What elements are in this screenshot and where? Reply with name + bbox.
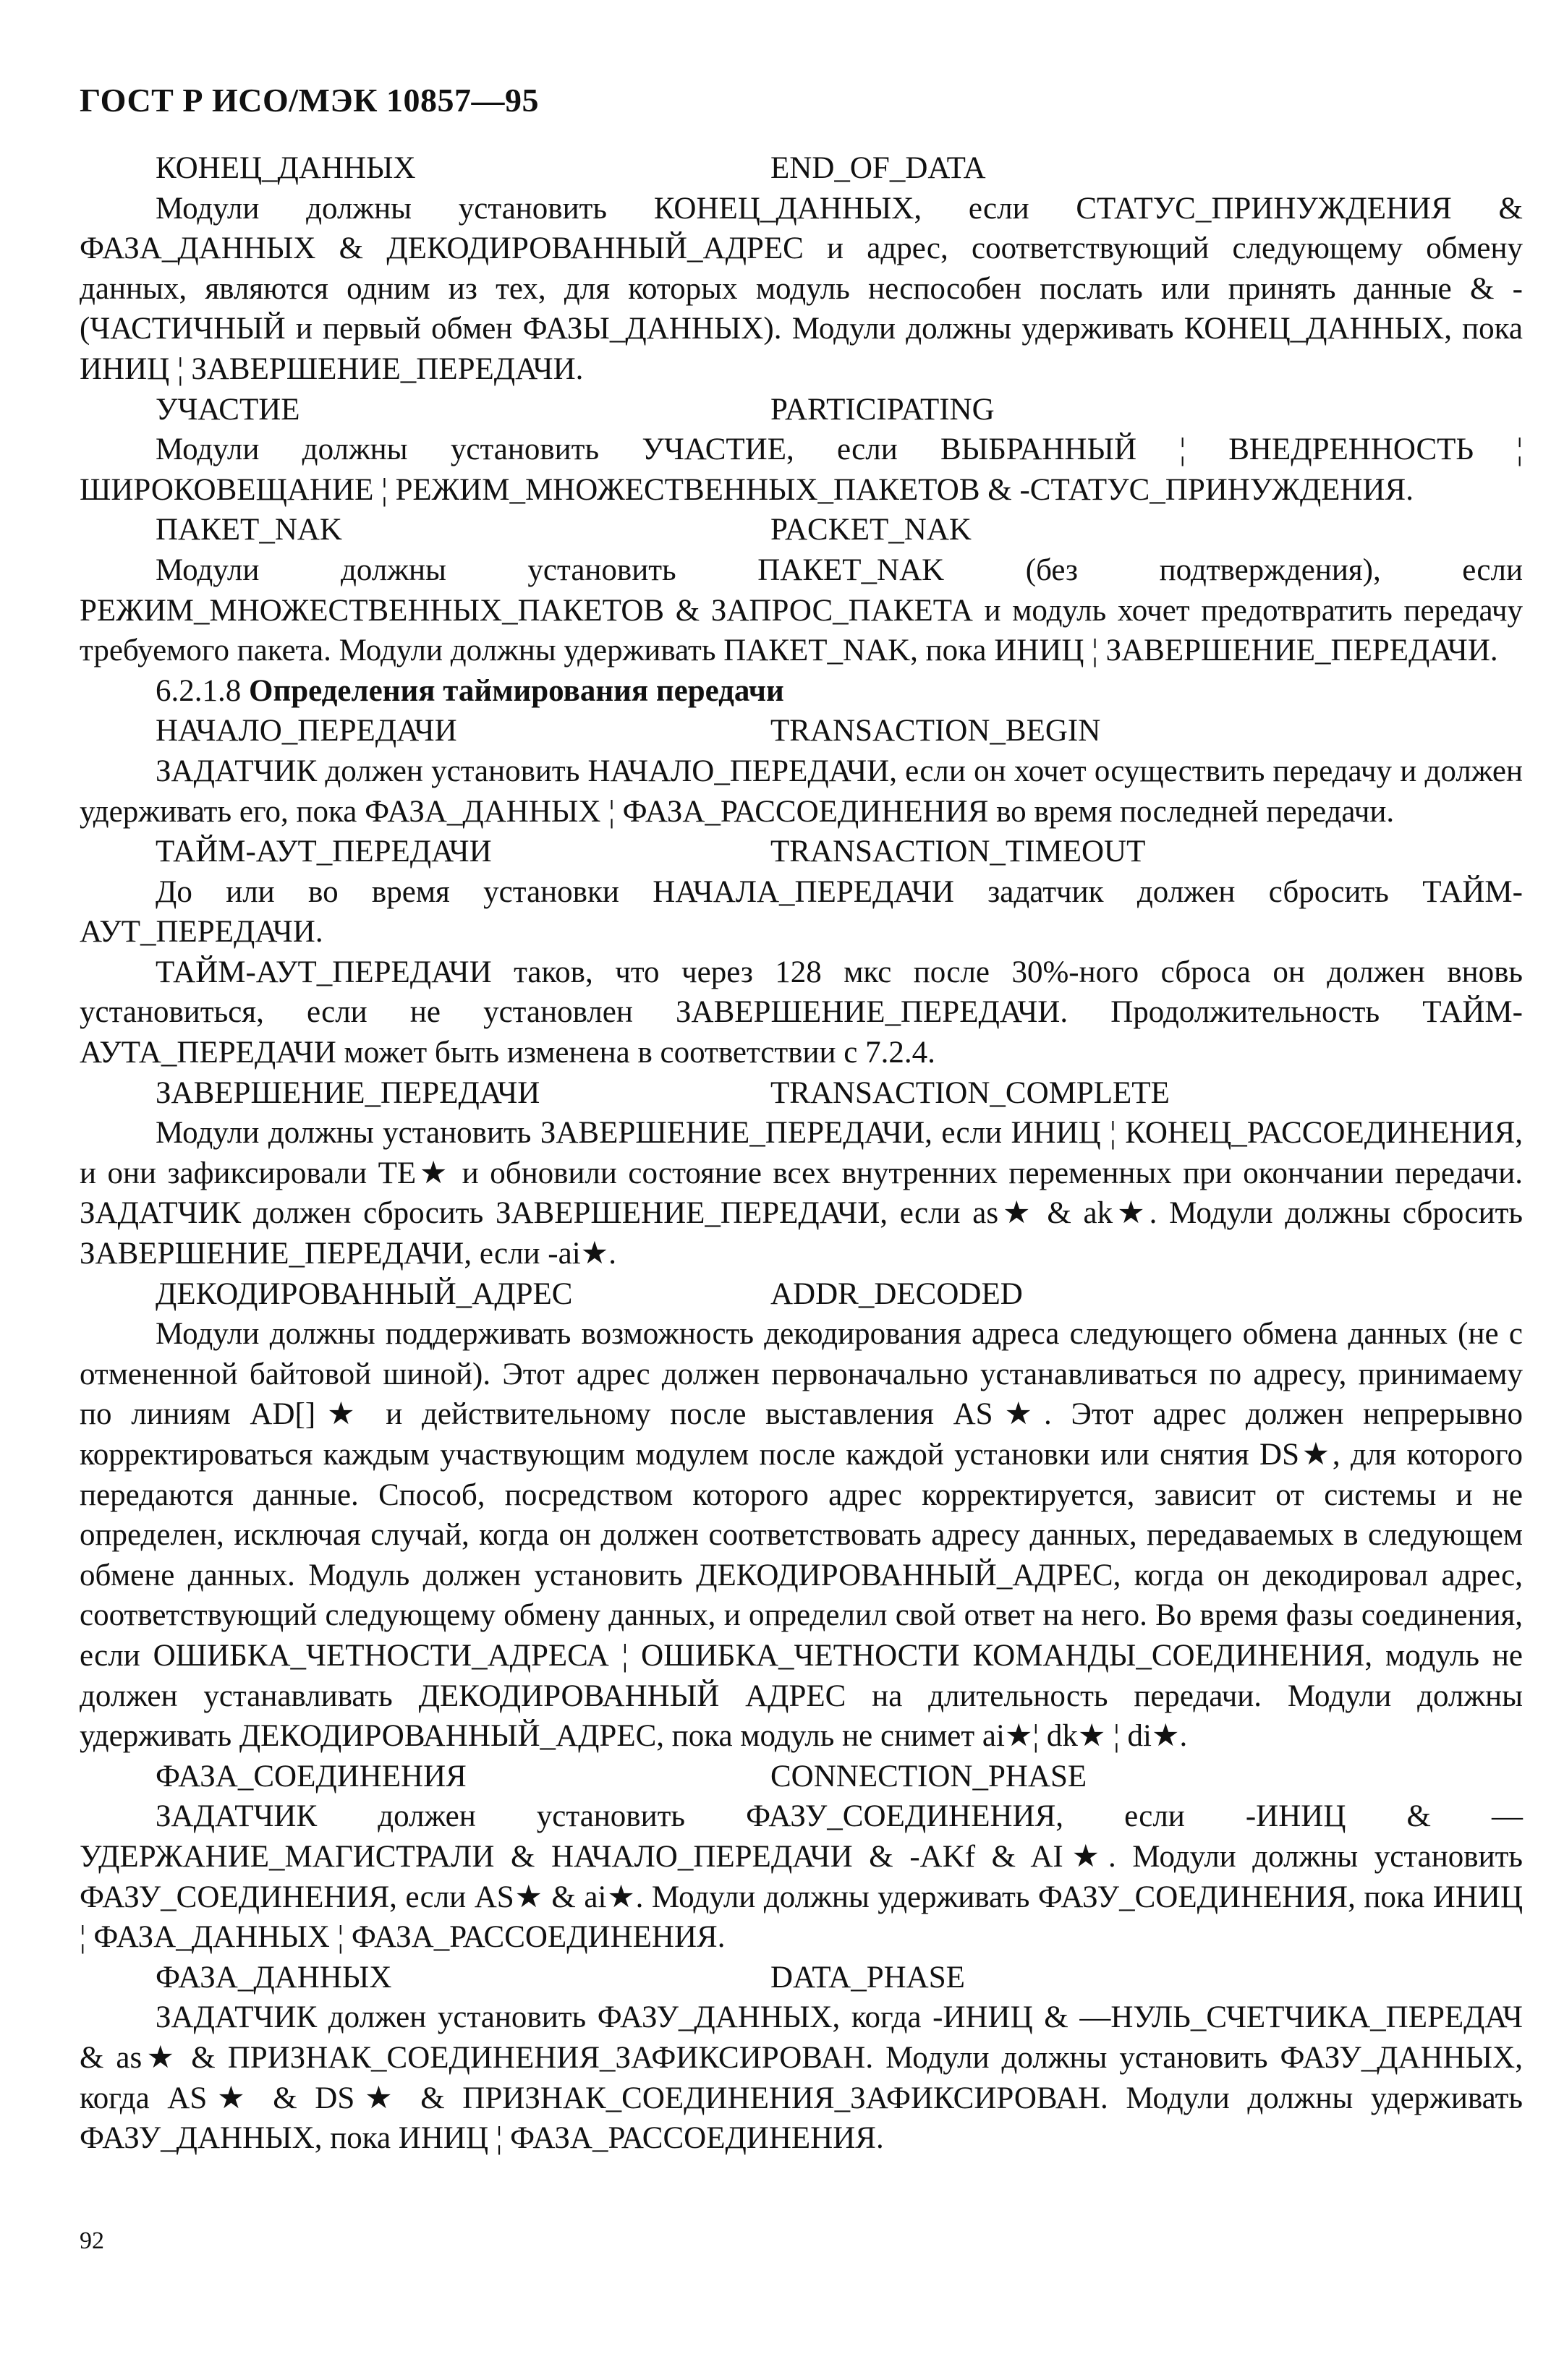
term-english: PACKET_NAK [770,513,972,547]
term-russian: ФАЗА_ДАННЫХ [156,1960,392,1995]
body-paragraph: Модули должны установить КОНЕЦ_ДАННЫХ, если СТАТУС_ПРИНУЖДЕНИЯ & ФАЗА_ДАННЫХ & ДЕКОДИРОВАННЫЙ_АДРЕС и адрес, соответствующий следующему обмену данных, являются одним из тех, для которых модуль неспособен послать или принять данные & -(ЧАСТИЧНЫЙ и первый обмен ФАЗЫ_ДАННЫХ). Модули должны удерживать КОНЕЦ_ДАННЫХ, пока ИНИЦ ¦ ЗАВЕРШЕНИЕ_ПЕРЕДАЧИ. [80,191,1523,386]
term-russian: КОНЕЦ_ДАННЫХ [156,151,416,185]
term-definition-heading [80,1274,1523,1315]
term-russian: УЧАСТИЕ [156,392,300,427]
term-definition-heading [80,832,1523,872]
term-definition-heading [80,148,1523,189]
term-russian: ТАЙМ-АУТ_ПЕРЕДАЧИ [156,835,492,869]
body-paragraph: ТАЙМ-АУТ_ПЕРЕДАЧИ таков, что через 128 мкс после 30%-ного сброса он должен вновь установиться, если не установлен ЗАВЕРШЕНИЕ_ПЕРЕДАЧИ. Продолжительность ТАЙМ-АУТА_ПЕРЕДАЧИ может быть изменена в соответствии с 7.2.4. [80,955,1523,1070]
term-definition-heading [80,1073,1523,1114]
term-definition-heading [80,510,1523,550]
section-title: Определения таймирования передачи [249,673,784,708]
term-english: TRANSACTION_BEGIN [770,714,1101,748]
term-english: CONNECTION_PHASE [770,1759,1087,1793]
term-english: END_OF_DATA [770,151,986,185]
document-body [80,148,1523,2159]
term-definition-heading [80,1958,1523,1998]
running-header: ГОСТ Р ИСО/МЭК 10857—95 [80,82,539,119]
term-definition-heading [80,390,1523,430]
body-paragraph: ЗАДАТЧИК должен установить ФАЗУ_ДАННЫХ, когда -ИНИЦ & —НУЛЬ_СЧЕТЧИКА_ПЕРЕДАЧ & as★ & ПРИЗНАК_СОЕДИНЕНИЯ_ЗАФИКСИРОВАН. Модули должны установить ФАЗУ_ДАННЫХ, когда AS★ & DS★ & ПРИЗНАК_СОЕДИНЕНИЯ_ЗАФИКСИРОВАН. Модули должны удерживать ФАЗУ_ДАННЫХ, пока ИНИЦ ¦ ФАЗА_РАССОЕДИНЕНИЯ. [80,2000,1523,2156]
body-paragraph: ЗАДАТЧИК должен установить НАЧАЛО_ПЕРЕДАЧИ, если он хочет осуществить передачу и должен удерживать его, пока ФАЗА_ДАННЫХ ¦ ФАЗА_РАССОЕДИНЕНИЯ во время последней передачи. [80,754,1523,829]
section-number: 6.2.1.8 [156,673,242,708]
term-english: TRANSACTION_COMPLETE [770,1075,1170,1110]
term-russian: ПАКЕТ_NAK [156,513,342,547]
body-paragraph: ЗАДАТЧИК должен установить ФАЗУ_СОЕДИНЕНИЯ, если -ИНИЦ & —УДЕРЖАНИЕ_МАГИСТРАЛИ & НАЧАЛО_ПЕРЕДАЧИ & -AKf & AI★. Модули должны установить ФАЗУ_СОЕДИНЕНИЯ, если AS★ & ai★. Модули должны удерживать ФАЗУ_СОЕДИНЕНИЯ, пока ИНИЦ ¦ ФАЗА_ДАННЫХ ¦ ФАЗА_РАССОЕДИНЕНИЯ. [80,1799,1523,1955]
term-russian: ДЕКОДИРОВАННЫЙ_АДРЕС [156,1276,573,1311]
body-paragraph: До или во время установки НАЧАЛА_ПЕРЕДАЧИ задатчик должен сбросить ТАЙМ-АУТ_ПЕРЕДАЧИ. [80,874,1523,950]
term-english: DATA_PHASE [770,1960,965,1995]
term-english: ADDR_DECODED [770,1276,1023,1311]
body-paragraph: Модули должны установить УЧАСТИЕ, если ВЫБРАННЫЙ ¦ ВНЕДРЕННОСТЬ ¦ ШИРОКОВЕЩАНИЕ ¦ РЕЖИМ_МНОЖЕСТВЕННЫХ_ПАКЕТОВ & -СТАТУС_ПРИНУЖДЕНИЯ. [80,432,1523,507]
section-heading [80,671,1523,712]
term-definition-heading [80,1757,1523,1797]
body-paragraph: Модули должны установить ЗАВЕРШЕНИЕ_ПЕРЕДАЧИ, если ИНИЦ ¦ КОНЕЦ_РАССОЕДИНЕНИЯ, и они зафиксировали ТЕ★ и обновили состояние всех внутренних переменных при окончании передачи. ЗАДАТЧИК должен сбросить ЗАВЕРШЕНИЕ_ПЕРЕДАЧИ, если as★ & ak★. Модули должны сбросить ЗАВЕРШЕНИЕ_ПЕРЕДАЧИ, если -ai★. [80,1116,1523,1271]
body-paragraph: Модули должны установить ПАКЕТ_NAK (без подтверждения), если РЕЖИМ_МНОЖЕСТВЕННЫХ_ПАКЕТОВ & ЗАПРОС_ПАКЕТА и модуль хочет предотвратить передачу требуемого пакета. Модули должны удерживать ПАКЕТ_NAK, пока ИНИЦ ¦ ЗАВЕРШЕНИЕ_ПЕРЕДАЧИ. [80,553,1523,668]
term-russian: ФАЗА_СОЕДИНЕНИЯ [156,1759,467,1793]
term-english: PARTICIPATING [770,392,995,427]
term-english: TRANSACTION_TIMEOUT [770,835,1146,869]
term-russian: ЗАВЕРШЕНИЕ_ПЕРЕДАЧИ [156,1075,540,1110]
term-definition-heading [80,711,1523,751]
body-paragraph: Модули должны поддерживать возможность декодирования адреса следующего обмена данных (не с отмененной байтовой шиной). Этот адрес должен первоначально устанавливаться по адресу, принимаему по линиям AD[]★ и действительному после выставления AS★. Этот адрес должен непрерывно корректироваться каждым участвующим модулем после каждой установки или снятия DS★, для которого передаются данные. Способ, посредством которого адрес корректируется, зависит от системы и не определен, исключая случай, когда он должен соответствовать адресу данных, передаваемых в следующем обмене данных. Модуль должен установить ДЕКОДИРОВАННЫЙ_АДРЕС, когда он декодировал адрес, соответствующий следующему обмену данных, и определил свой ответ на него. Во время фазы соединения, если ОШИБКА_ЧЕТНОСТИ_АДРЕСА ¦ ОШИБКА_ЧЕТНОСТИ КОМАНДЫ_СОЕДИНЕНИЯ, модуль не должен устанавливать ДЕКОДИРОВАННЫЙ АДРЕС на длительность передачи. Модули должны удерживать ДЕКОДИРОВАННЫЙ_АДРЕС, пока модуль не снимет ai★¦ dk★ ¦ di★. [80,1317,1523,1754]
term-russian: НАЧАЛО_ПЕРЕДАЧИ [156,714,457,748]
page-number: 92 [80,2227,104,2254]
